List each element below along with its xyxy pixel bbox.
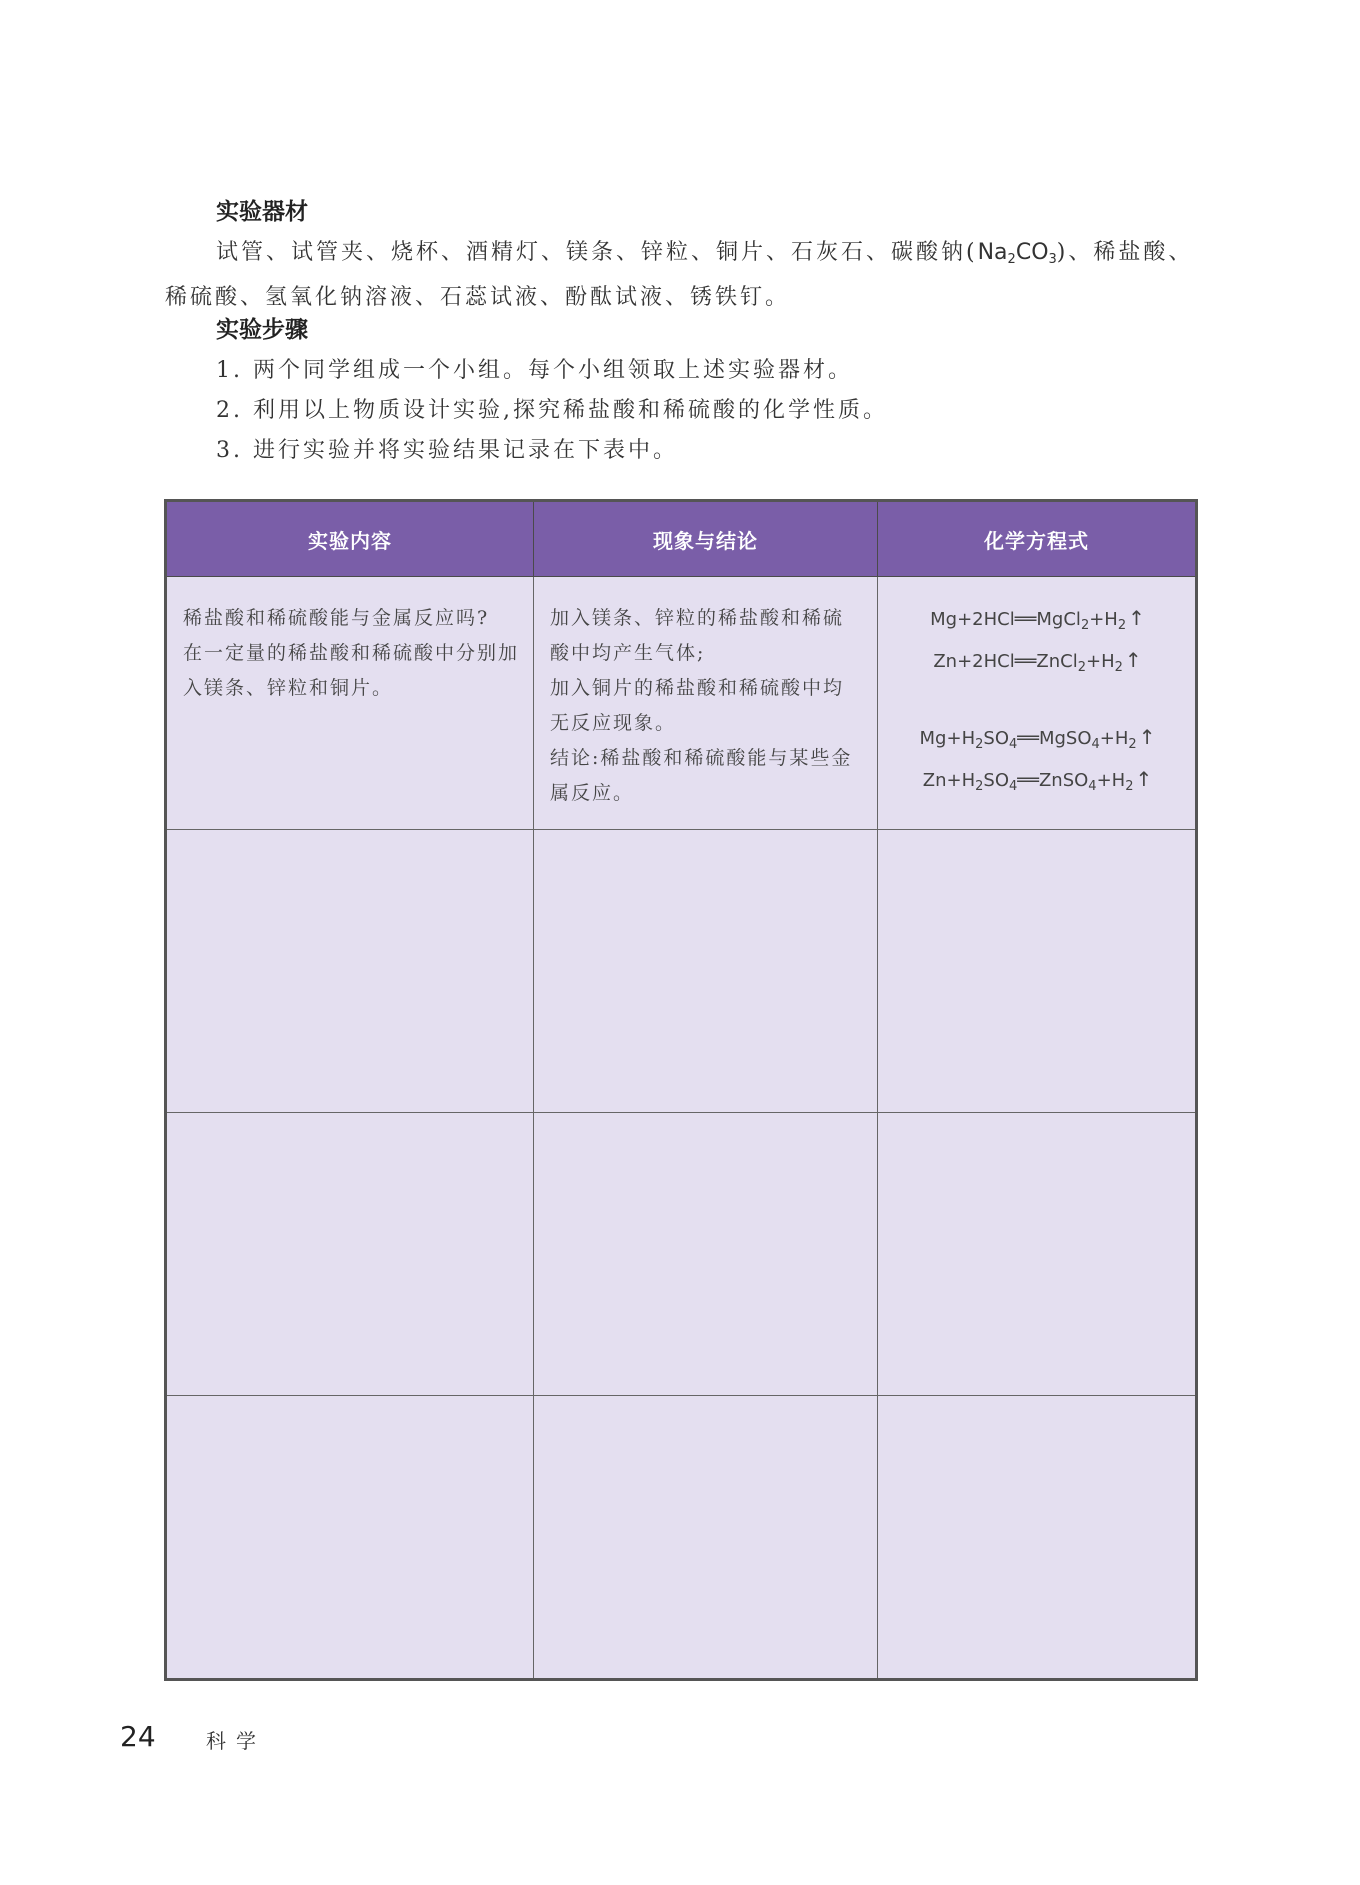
page-number: 24 <box>120 1720 156 1753</box>
table-row-example <box>166 577 1197 830</box>
step-3: 3. 进行实验并将实验结果记录在下表中。 <box>216 438 678 463</box>
header-phenomenon: 现象与结论 <box>534 501 878 577</box>
materials-text: 试管、试管夹、烧杯、酒精灯、镁条、锌粒、铜片、石灰石、碳酸钠$(Na_2CO_3)$、稀盐酸、稀硫酸、氢氧化钠溶液、石蕊试液、酚酞试液、锈铁钉。 <box>165 240 1194 310</box>
cell-content-example: 稀盐酸和稀硫酸能与金属反应吗? 在一定量的稀盐酸和稀硫酸中分别加入镁条、锌粒和铜片。 <box>166 577 534 830</box>
table-header-row <box>166 501 1197 577</box>
blank-cell[interactable] <box>534 1113 878 1396</box>
blank-cell[interactable] <box>166 1113 534 1396</box>
header-equation: 化学方程式 <box>878 501 1197 577</box>
cell-equation-example <box>878 577 1197 830</box>
formula-na2co3: $Na_2CO_3$ <box>977 240 1057 267</box>
materials-heading: 实验器材 <box>216 199 308 225</box>
table-row-blank <box>166 1396 1197 1680</box>
blank-cell[interactable] <box>166 1396 534 1680</box>
subject-label: 科学 <box>206 1729 266 1753</box>
table-row-blank <box>166 1113 1197 1396</box>
step-2: 2. 利用以上物质设计实验,探究稀盐酸和稀硫酸的化学性质。 <box>216 398 888 423</box>
equation-mg-h2so4: $Mg+H_2SO_4══MgSO_4+H_2$ ↑ <box>919 725 1156 752</box>
blank-cell[interactable] <box>166 830 534 1113</box>
blank-cell[interactable] <box>534 830 878 1113</box>
equation-mg-hcl: $Mg+2HCl══MgCl_2+H_2$ ↑ <box>930 606 1145 633</box>
experiment-record-table <box>164 499 1198 1681</box>
steps-heading: 实验步骤 <box>216 317 308 343</box>
blank-cell[interactable] <box>878 1396 1197 1680</box>
blank-cell[interactable] <box>534 1396 878 1680</box>
blank-cell[interactable] <box>878 1113 1197 1396</box>
cell-phenomenon-example: 加入镁条、锌粒的稀盐酸和稀硫酸中均产生气体; 加入铜片的稀盐酸和稀硫酸中均无反应现象。 结论:稀盐酸和稀硫酸能与某些金属反应。 <box>534 577 878 830</box>
header-content: 实验内容 <box>166 501 534 577</box>
equation-zn-h2so4: $Zn+H_2SO_4══ZnSO_4+H_2$ ↑ <box>922 767 1153 794</box>
equation-zn-hcl: $Zn+2HCl══ZnCl_2+H_2$ ↑ <box>933 648 1142 675</box>
blank-cell[interactable] <box>878 830 1197 1113</box>
step-1: 1. 两个同学组成一个小组。每个小组领取上述实验器材。 <box>216 358 853 383</box>
table-row-blank <box>166 830 1197 1113</box>
